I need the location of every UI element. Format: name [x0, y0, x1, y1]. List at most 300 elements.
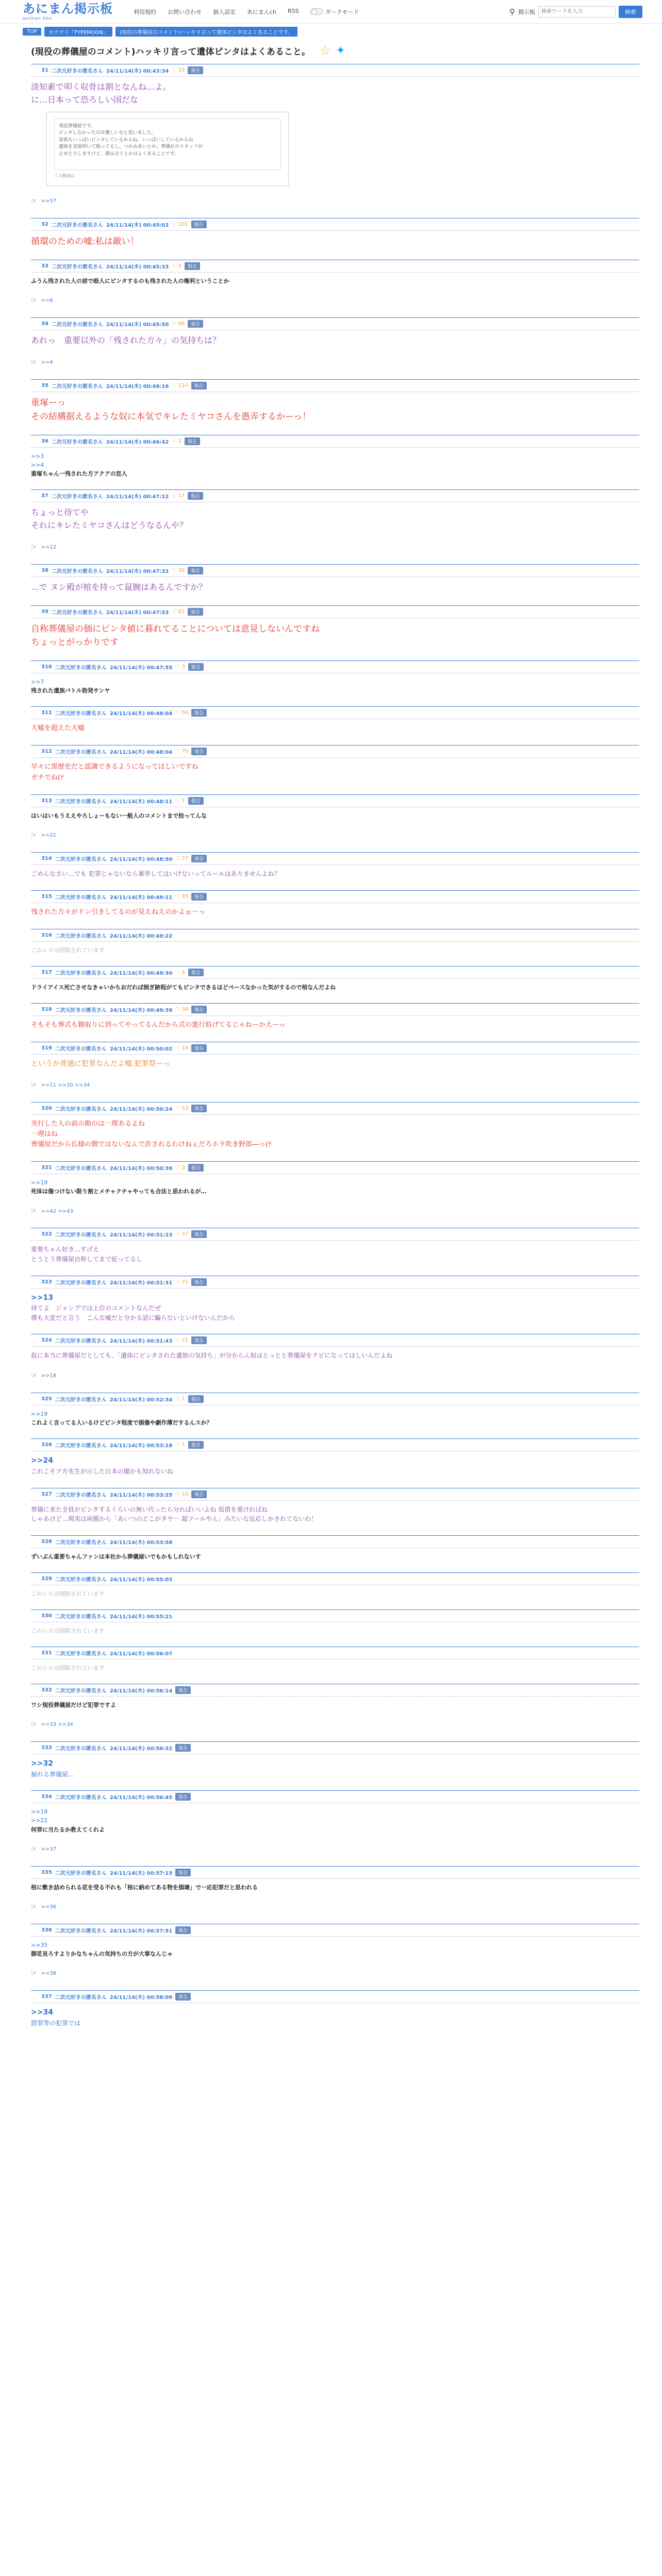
post-line[interactable]: >>4 [31, 461, 44, 468]
reply-hand-icon: ☞ [31, 1969, 37, 1977]
post [31, 313, 639, 375]
post [31, 431, 639, 485]
like-count-value: 4 [181, 969, 185, 975]
like-count[interactable]: ♡ 56 [175, 710, 189, 716]
post-line: に…日本って恐ろしい国だな [31, 94, 139, 105]
post-line: あれっ 重要以外の「残された方々」の気持ちは？ [31, 335, 221, 346]
report-button[interactable]: 報告 [188, 663, 204, 671]
search-area [509, 6, 642, 18]
report-button[interactable]: 報告 [175, 1793, 191, 1801]
post-number[interactable]: 320 [41, 1105, 52, 1111]
report-button[interactable]: 報告 [188, 608, 203, 616]
post-header [31, 660, 639, 673]
post-line: 残された方々がドン引きしてるのが見えねえのかよぉ～っ [31, 908, 206, 916]
post-line: 一理はね [31, 1130, 58, 1138]
post [31, 741, 639, 790]
reply-anchors[interactable]: >>12 [41, 544, 57, 550]
post-number[interactable]: 39 [41, 608, 48, 615]
post-number[interactable]: 319 [41, 1045, 52, 1051]
report-button[interactable]: 報告 [188, 1395, 204, 1403]
post [31, 1224, 639, 1271]
post-line: 揃れる葬儀屋... [31, 1770, 74, 1778]
post-header [31, 564, 639, 577]
post-line: 残された遺族バトル勃発サンヤ [31, 687, 110, 694]
poster-name: 二次元好きの匿名さん [55, 1688, 107, 1694]
post-header [31, 1161, 639, 1174]
post-body [31, 1241, 639, 1264]
like-count[interactable]: ♡ 30 [172, 567, 185, 573]
post-line: 重塚ーっ [31, 398, 66, 409]
post-line: その結構据えるような奴に本気でキレたミヤコさんを愚弄するかーっ！ [31, 411, 311, 422]
post-number[interactable]: 335 [41, 1869, 52, 1875]
poster-name: 二次元好きの匿名さん [51, 494, 103, 500]
post-number[interactable]: 333 [41, 1745, 52, 1751]
post-number[interactable]: 317 [41, 969, 52, 975]
post-line: このレスは削除されています [31, 1627, 105, 1634]
post-number[interactable]: 38 [41, 567, 48, 573]
post [31, 375, 639, 431]
reply-links [31, 1371, 639, 1381]
post [31, 1038, 639, 1098]
post-line[interactable]: >>7 [31, 679, 44, 686]
report-button[interactable]: 報告 [191, 748, 207, 755]
post-line: ちょっと待てや [31, 507, 89, 518]
post-header [31, 1684, 639, 1697]
poster-name: 二次元好きの匿名さん [55, 1443, 107, 1449]
like-count-value: 21 [181, 1337, 189, 1344]
poster-name: 二次元好きの匿名さん [55, 1338, 107, 1345]
reply-hand-icon: ☞ [31, 197, 37, 205]
post-line: このレスは削除されています [31, 1590, 105, 1597]
dark-mode-toggle[interactable] [310, 8, 359, 16]
post-number[interactable]: 329 [41, 1575, 52, 1582]
post-body [31, 1659, 639, 1672]
breadcrumb-thread[interactable]: (現役の葬儀屋のコメント)ハッキリ言って遺体ピンタはよくあることです。 [115, 27, 297, 37]
reply-anchors[interactable]: >>33 >>34 [41, 1722, 73, 1728]
like-count[interactable]: ♡ 33 [172, 67, 185, 73]
post-line: 早々に黒歴史だと認識できるようになってほしいですね [31, 763, 199, 771]
post-line: 自称葬儀屋の価にピンタ値に暮れてることについては意見しないんですね [31, 623, 320, 634]
report-button[interactable]: 報告 [175, 1744, 191, 1752]
post-number[interactable]: 314 [41, 855, 52, 861]
post-body [31, 673, 639, 695]
post-number[interactable]: 36 [41, 438, 48, 444]
nav-contact[interactable]: お問い合わせ [168, 8, 202, 15]
post-header [31, 706, 639, 719]
post-number[interactable]: 322 [41, 1231, 52, 1238]
post-line: とうとう葬儀屋自称してまで庇ってるし [31, 1256, 143, 1263]
reply-hand-icon: ☞ [31, 1845, 37, 1853]
post-number[interactable]: 337 [41, 1994, 52, 2000]
logo-subtext: animan bbs [23, 16, 52, 21]
post-body [31, 1016, 639, 1030]
post-line: ガチでね(ﾃ [31, 773, 64, 782]
reply-links [31, 1844, 639, 1855]
post-number[interactable]: 312 [41, 749, 52, 755]
post-line: そもそも葬式も籍取りに到ってやってるんだから式の進行妨げてるじゃねーかえーっ [31, 1021, 286, 1029]
like-count-value: 45 [181, 893, 189, 900]
post-body [31, 448, 639, 478]
like-count[interactable]: ♡ 5 [172, 263, 181, 269]
post-number[interactable]: 33 [41, 263, 48, 269]
like-count[interactable]: ♡ 1 [175, 1396, 185, 1402]
report-button[interactable]: 報告 [191, 1044, 207, 1052]
reply-anchors[interactable]: >>6 [41, 298, 53, 304]
post-number[interactable]: 37 [41, 493, 48, 499]
post-line: 淡知素で叩く収骨は割となんね…よ。 [31, 82, 172, 92]
post-number[interactable]: 313 [41, 798, 52, 804]
post [31, 1737, 639, 1786]
post-line[interactable]: >>22 [31, 1817, 48, 1824]
report-button[interactable]: 報告 [175, 1993, 191, 2001]
post-date: 24/11/14(木) 00:49:30 [109, 970, 173, 976]
post-header [31, 1102, 639, 1115]
post-date: 24/11/14(木) 00:51:31 [109, 1280, 173, 1286]
post-body [31, 502, 639, 553]
reply-hand-icon: ☞ [31, 359, 37, 367]
post [31, 1786, 639, 1861]
report-button[interactable]: 報告 [188, 320, 203, 328]
post-body [31, 1548, 639, 1561]
post-line: 重要ちゃん好き…すげえ [31, 1246, 100, 1253]
like-count-value: 21 [181, 1279, 189, 1285]
embed-line: 止めたりしますけど、揉み合うとかはよくあることです。 [59, 151, 179, 157]
post-header [31, 1535, 639, 1548]
post [31, 656, 639, 702]
poster-name: 二次元好きの匿名さん [51, 69, 103, 74]
post [31, 1605, 639, 1642]
report-button[interactable]: 報告 [191, 221, 207, 228]
post-date: 24/11/14(木) 00:48:04 [109, 750, 173, 756]
post-line[interactable]: >>24 [31, 1456, 53, 1465]
report-button[interactable]: 報告 [191, 1105, 207, 1112]
report-button[interactable]: 報告 [185, 262, 200, 270]
like-count-value: 33 [178, 67, 185, 73]
embed-line: 遺体を直接叩いて殴ってるし、つかみあいとか。葬儀社のスタッフが [59, 144, 203, 150]
search-input[interactable] [538, 6, 616, 18]
report-button[interactable]: 報告 [185, 437, 200, 445]
report-button[interactable]: 報告 [191, 709, 207, 717]
report-button[interactable]: 報告 [188, 1441, 204, 1449]
post-number[interactable]: 310 [41, 664, 52, 670]
reply-anchors[interactable]: >>37 [41, 1846, 57, 1852]
like-count-value: 70 [181, 749, 189, 755]
post-line: ワシ規役葬儀屋だけど犯罪ですよ [31, 1701, 116, 1708]
post-line[interactable]: >>13 [31, 1293, 53, 1302]
poster-name: 二次元好きの匿名さん [55, 750, 107, 756]
poster-name: 二次元好きの匿名さん [55, 799, 107, 805]
post-line: 仮に本当に葬儀屋だとしても、「遺体にピンタされた遺族の気持ち」が分からん奴はとっとと葬儀屋をクビになってほしいんだよね [31, 1352, 393, 1360]
post-number[interactable]: 334 [41, 1794, 52, 1800]
post-line: はいはいもうええやろしょーもない一般人のコメントまで拾ってんな [31, 812, 207, 819]
report-button[interactable]: 報告 [191, 1278, 207, 1286]
poster-name: 二次元好きの匿名さん [55, 1046, 107, 1052]
post-body [31, 1803, 639, 1854]
post-number[interactable]: 325 [41, 1396, 52, 1402]
like-count[interactable]: ♡ 37 [175, 1231, 189, 1238]
post-number[interactable]: 34 [41, 321, 48, 327]
like-count-value: 110 [178, 383, 188, 389]
report-button[interactable]: 報告 [188, 969, 204, 976]
reply-anchors[interactable]: >>4 [41, 360, 53, 366]
post [31, 1568, 639, 1605]
post-line: 循環のための嘘:私は敵い！ [31, 236, 139, 247]
post-line: 実行した人の前の勘のは一理あるよね [31, 1120, 145, 1128]
post-number[interactable]: 321 [41, 1165, 52, 1171]
report-button[interactable]: 報告 [191, 1006, 207, 1013]
post-line: 罰罪等の犯罪では [31, 2019, 81, 2027]
poster-name: 二次元好きの匿名さん [55, 1577, 107, 1583]
post-number[interactable]: 328 [41, 1538, 52, 1545]
reply-anchors[interactable]: >>11 >>20 >>34 [41, 1082, 90, 1088]
post-header [31, 929, 639, 942]
nav-rss[interactable]: RSS [288, 7, 299, 14]
post-body [31, 330, 639, 368]
like-count[interactable]: ♡ 21 [175, 1279, 189, 1285]
post-date: 24/11/14(木) 00:56:07 [109, 1651, 173, 1657]
post-list [0, 60, 662, 2035]
like-count[interactable]: ♡ 101 [172, 221, 188, 227]
post-number[interactable]: 327 [41, 1491, 52, 1497]
post-body [31, 979, 639, 992]
report-button[interactable]: 報告 [188, 567, 203, 574]
post-line: これよく言ってる人いるけどピンタ程度で損傷や劇作薄だするんスか？ [31, 1419, 212, 1427]
like-count[interactable]: ♡ 4 [175, 969, 185, 975]
toggle-switch-icon[interactable] [310, 8, 323, 15]
post-number[interactable]: 326 [41, 1442, 52, 1448]
post-date: 24/11/14(木) 00:53:25 [109, 1492, 173, 1498]
post-date: 24/11/14(木) 00:53:18 [109, 1443, 173, 1449]
dark-mode-label: ダークモード [325, 8, 359, 15]
post-number[interactable]: 324 [41, 1337, 52, 1344]
post-number[interactable]: 336 [41, 1927, 52, 1933]
like-count[interactable]: ♡ 10 [175, 1491, 189, 1497]
poster-name: 二次元好きの匿名さん [55, 1870, 107, 1876]
like-count[interactable]: ♡ 1 [172, 438, 181, 444]
search-button[interactable]: 検索 [619, 6, 642, 18]
like-count-value: 37 [181, 1231, 189, 1238]
post-line[interactable]: >>32 [31, 1759, 53, 1768]
report-button[interactable]: 報告 [191, 1336, 207, 1344]
post [31, 1862, 639, 1920]
reply-hand-icon: ☞ [31, 543, 37, 551]
post-line: …で ヌシ殿が棺を持って鼠腕はあるんですか？ [31, 582, 207, 592]
post [31, 60, 639, 214]
breadcrumb-category[interactable]: カテゴリ「TYPEMOON」 [44, 27, 112, 37]
post-line[interactable]: >>3 [31, 452, 44, 460]
poster-name: 二次元好きの匿名さん [55, 970, 107, 976]
post-header [31, 1276, 639, 1289]
report-button[interactable]: 報告 [175, 1869, 191, 1876]
reply-hand-icon: ☞ [31, 1903, 37, 1911]
site-header [0, 0, 662, 24]
poster-name: 二次元好きの匿名さん [51, 609, 103, 616]
post-line: 死体は傷つけない限り割とメチャクチャやっても合法と思われるが… [31, 1188, 207, 1195]
reply-anchors[interactable]: >>57 [41, 198, 57, 204]
twitter-icon[interactable]: ✦ [336, 44, 345, 57]
nav-terms[interactable]: 利用規約 [134, 8, 156, 15]
like-count-value: 1 [178, 438, 181, 444]
post-number[interactable]: 318 [41, 1006, 52, 1012]
post-number[interactable]: 35 [41, 383, 48, 389]
report-button[interactable]: 報告 [191, 893, 207, 901]
post-body [31, 1055, 639, 1091]
like-count[interactable]: ♡ 66 [172, 321, 185, 327]
post-header [31, 966, 639, 979]
post-body [31, 1115, 639, 1150]
post-number[interactable]: 330 [41, 1613, 52, 1619]
embed-line: 現役葬儀屋です。 [59, 123, 96, 129]
post-number[interactable]: 323 [41, 1279, 52, 1285]
nav-settings[interactable]: 個人設定 [213, 8, 236, 15]
post-number[interactable]: 331 [41, 1650, 52, 1656]
post-line[interactable]: >>19 [31, 1179, 48, 1187]
post-date: 24/11/14(木) 00:47:53 [106, 609, 169, 616]
reply-hand-icon: ☞ [31, 831, 37, 839]
post-body [31, 1622, 639, 1635]
search-scope[interactable]: 掲示板 [518, 8, 535, 15]
like-count[interactable]: ♡ 45 [175, 893, 189, 900]
poster-name: 二次元好きの匿名さん [55, 1492, 107, 1498]
poster-name: 二次元好きの匿名さん [55, 1280, 107, 1286]
post-body [31, 758, 639, 783]
report-button[interactable]: 報告 [175, 1926, 191, 1934]
report-button[interactable]: 報告 [175, 1686, 191, 1694]
breadcrumb-top[interactable]: TOP [23, 28, 41, 36]
like-count[interactable]: ♡ 3 [175, 664, 185, 670]
like-count[interactable]: ♡ 1 [175, 798, 185, 804]
post-number[interactable]: 31 [41, 67, 48, 73]
report-button[interactable]: 報告 [191, 1230, 207, 1238]
reply-anchors[interactable]: >>38 [41, 1971, 57, 1977]
report-button[interactable]: 報告 [191, 855, 207, 862]
reply-hand-icon: ☞ [31, 1372, 37, 1380]
reply-anchors[interactable]: >>18 [41, 1373, 57, 1379]
post-line[interactable]: >>19 [31, 1808, 48, 1816]
like-count-value: 53 [181, 1105, 189, 1111]
post-header [31, 1393, 639, 1405]
post-date: 24/11/14(木) 00:50:24 [109, 1106, 173, 1112]
report-button[interactable]: 報告 [188, 492, 203, 500]
post-body [31, 1585, 639, 1598]
post-line: これこそア方先生が示した日本の闇かも知れないね [31, 1467, 174, 1475]
post-header [31, 260, 639, 273]
reply-anchors[interactable]: >>42 >>43 [41, 1208, 73, 1214]
post-date: 24/11/14(木) 00:51:43 [109, 1338, 173, 1345]
post-date: 24/11/14(木) 00:45:50 [106, 322, 169, 328]
page-title: (現役の葬儀屋のコメント)ハッキリ言って遺体ピンタはよくあること。 [31, 46, 310, 57]
embedded-screenshot[interactable] [46, 112, 289, 186]
reply-anchors[interactable]: >>21 [41, 833, 57, 839]
post [31, 1157, 639, 1224]
post-date: 24/11/14(木) 00:53:58 [109, 1539, 173, 1546]
post-line: それにキレたミヤコさんはどうなるんや？ [31, 520, 188, 530]
favorite-star-icon[interactable]: ☆ [319, 43, 331, 58]
post-number[interactable]: 311 [41, 710, 52, 716]
report-button[interactable]: 報告 [188, 797, 204, 805]
post-header [31, 64, 639, 77]
like-count[interactable]: ♡ 17 [172, 493, 185, 499]
poster-name: 二次元好きの匿名さん [55, 665, 107, 671]
like-count-value: 5 [178, 263, 181, 269]
post-header [31, 745, 639, 758]
post-body [31, 942, 639, 955]
embed-content [54, 118, 281, 170]
nav-animanch[interactable]: あにまんch [247, 8, 277, 15]
reply-links [31, 1720, 639, 1730]
post-header [31, 1647, 639, 1659]
post [31, 999, 639, 1038]
poster-name: 二次元好きの匿名さん [55, 894, 107, 901]
report-button[interactable]: 報告 [188, 66, 203, 74]
like-count-value: 10 [181, 1491, 189, 1497]
poster-name: 二次元好きの匿名さん [55, 1995, 107, 2001]
reply-anchors[interactable]: >>36 [41, 1904, 57, 1910]
poster-name: 二次元好きの匿名さん [51, 384, 103, 390]
post-body [31, 1347, 639, 1381]
post-header [31, 1924, 639, 1937]
post-line[interactable]: >>19 [31, 1411, 48, 1418]
post-header [31, 1866, 639, 1879]
site-logo[interactable] [23, 3, 113, 21]
post-line: しゃあけど…現実は両親から「あいつのどこがタヤ一 超フールやん」みたいな反応しかされてないわ！ [31, 1515, 318, 1523]
post-line: 大嘘を超えた大嘘 [31, 724, 85, 733]
like-count[interactable]: ♡ 70 [175, 749, 189, 755]
report-button[interactable]: 報告 [191, 382, 207, 389]
post-number[interactable]: 315 [41, 893, 52, 900]
post-line[interactable]: >>34 [31, 2008, 53, 2017]
report-button[interactable]: 報告 [188, 1164, 204, 1172]
post-header [31, 1228, 639, 1241]
poster-name: 二次元好きの匿名さん [55, 933, 107, 939]
post-date: 24/11/14(木) 00:47:55 [109, 665, 173, 671]
post-body [31, 903, 639, 918]
like-count[interactable]: ♡ 1 [175, 1442, 185, 1448]
post [31, 1098, 639, 1157]
like-count[interactable]: ♡ 3 [175, 1165, 185, 1171]
post-header [31, 1438, 639, 1451]
like-count[interactable]: ♡ 27 [175, 855, 189, 861]
like-count-value: 101 [178, 221, 188, 227]
post-header [31, 605, 639, 618]
like-count[interactable]: ♡ 38 [175, 1006, 189, 1012]
report-button[interactable]: 報告 [191, 1490, 207, 1498]
post-line: 葬儀屋だから仏様の側ではないなんで許されるわけねぇだろホラ吹き野郎―っ(ﾃ [31, 1141, 272, 1149]
post [31, 601, 639, 657]
post-date: 24/11/14(木) 00:46:42 [106, 439, 169, 445]
post-date: 24/11/14(木) 00:50:38 [109, 1166, 173, 1172]
post-number[interactable]: 332 [41, 1687, 52, 1693]
post [31, 1330, 639, 1388]
embed-caption: この動画は [54, 173, 75, 178]
post-number[interactable]: 316 [41, 932, 52, 938]
like-count[interactable]: ♡ 19 [175, 1045, 189, 1051]
like-count-value: 19 [181, 1045, 189, 1051]
post [31, 1642, 639, 1680]
reply-links [31, 1206, 639, 1216]
like-count-value: 1 [181, 1396, 185, 1402]
like-count[interactable]: ♡ 53 [175, 1105, 189, 1111]
post [31, 848, 639, 886]
like-count[interactable]: ♡ 110 [172, 383, 188, 389]
like-count[interactable]: ♡ 61 [172, 608, 185, 615]
post-line: 待てよ ジャンプでは上位のコメントなんだぜ [31, 1304, 161, 1312]
post-number[interactable]: 32 [41, 221, 48, 227]
post-body [31, 273, 639, 306]
poster-name: 二次元好きの匿名さん [51, 568, 103, 574]
like-count[interactable]: ♡ 21 [175, 1337, 189, 1344]
post-line[interactable]: >>35 [31, 1941, 48, 1948]
